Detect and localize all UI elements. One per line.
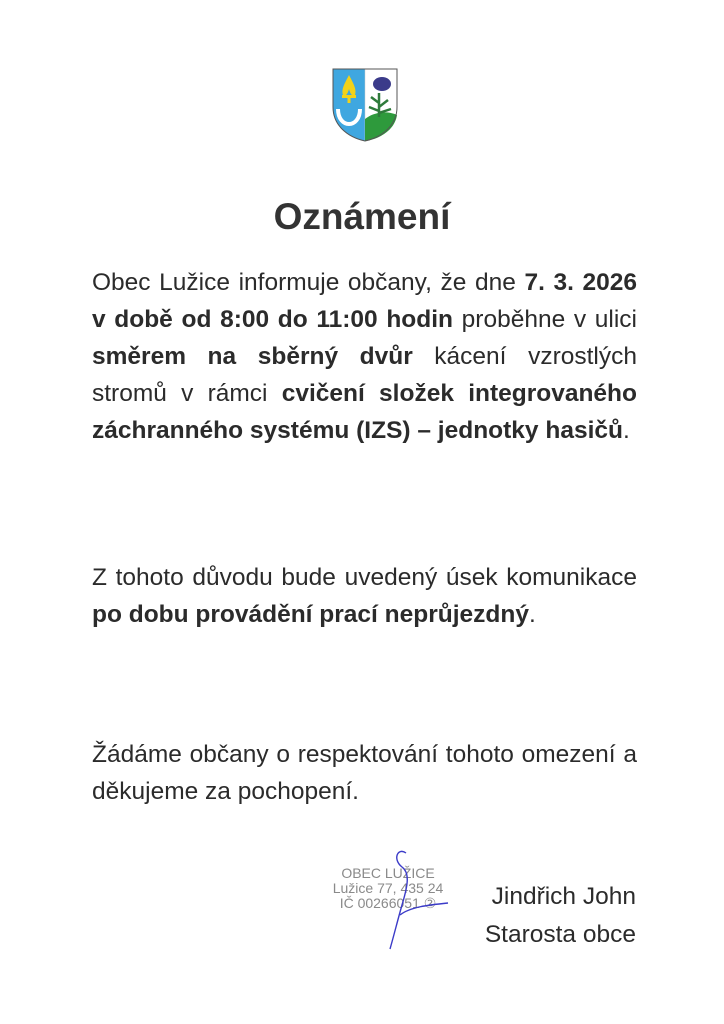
text: .: [528, 601, 536, 628]
signer-role: Starosta obce: [484, 921, 636, 948]
text: Obec Lužice informuje občany, že dne: [92, 269, 525, 296]
text: proběhne v ulici: [453, 306, 637, 333]
event: cvičení složek integrovaného záchranného systému (IZS) – jednotky hasičů: [92, 380, 637, 444]
text: .: [622, 417, 630, 444]
location: směrem na sběrný dvůr: [92, 343, 413, 370]
signer-name: Jindřich John: [491, 883, 636, 910]
closure-note: po dobu provádění prací neprůjezdný: [92, 601, 529, 628]
signature-block: [485, 878, 636, 954]
announcement-paragraph-1: [92, 264, 637, 449]
stamp-line: Lužice 77, 435 24: [332, 880, 444, 896]
stamp-line: OBEC LUŽICE: [341, 865, 435, 881]
date-time: 7. 3. 2026 v době od 8:00 do 11:00 hodin: [92, 269, 638, 333]
stamp-line: IČ 00266051 ②: [339, 895, 437, 911]
page-title: Oznámení: [273, 196, 451, 237]
announcement-paragraph-2: [92, 559, 637, 633]
handwritten-signature: [380, 845, 460, 955]
announcement-paragraph-3: Žádáme občany o respektování tohoto omezení a děkujeme za pochopení.: [92, 741, 637, 805]
text: kácení vzrostlých stromů v rámci: [92, 343, 637, 407]
municipal-coat-of-arms: [331, 67, 399, 143]
text: Z tohoto důvodu bude uvedený úsek komunikace: [92, 564, 637, 591]
